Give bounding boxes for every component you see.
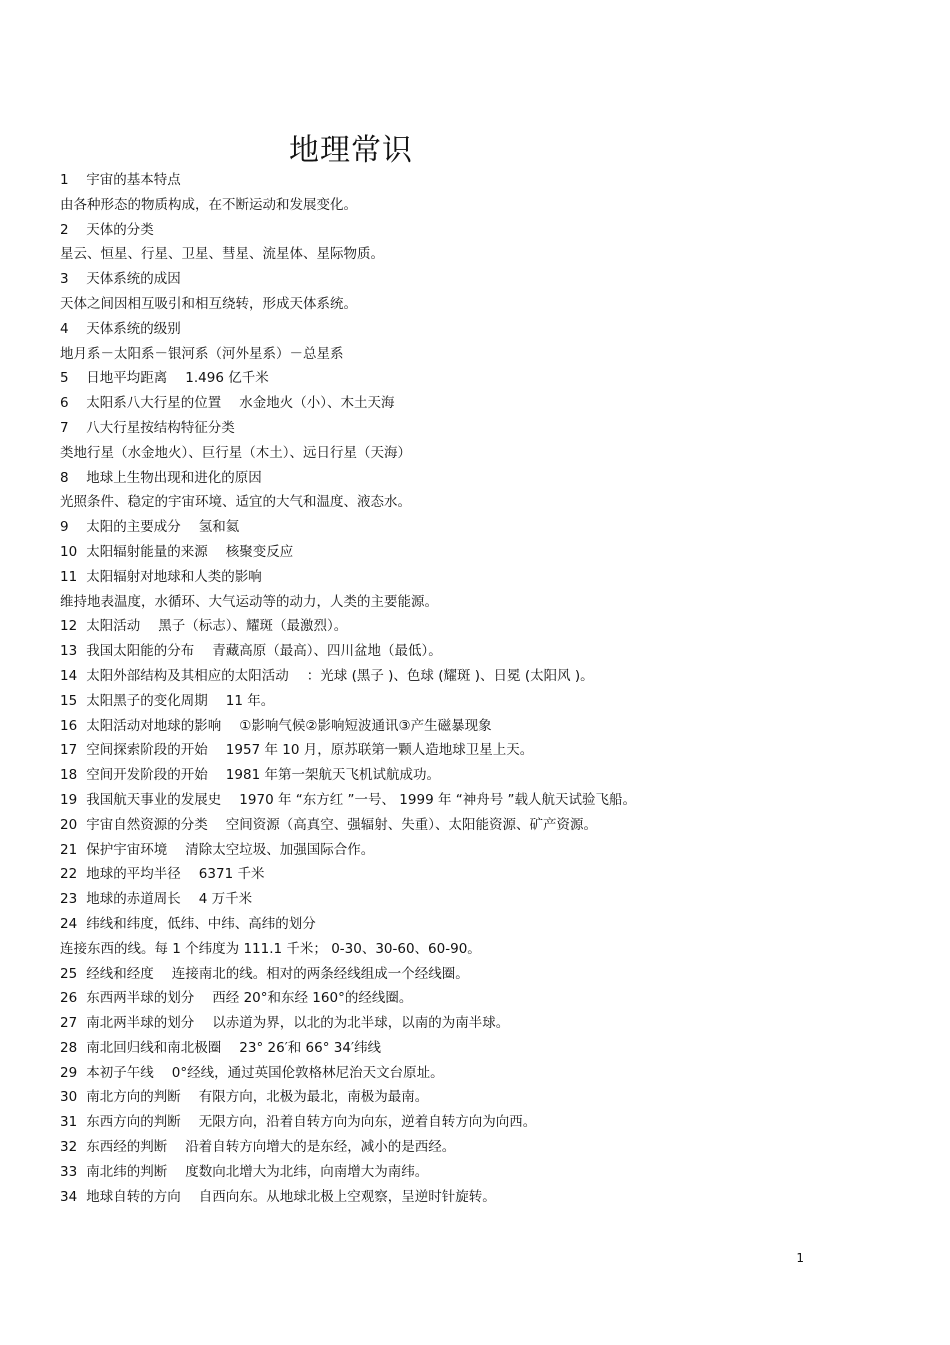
question-line: [60, 838, 910, 863]
item-question: 南北纬的判断: [86, 1163, 168, 1180]
item-number: 6: [60, 395, 69, 412]
item-question: 纬线和纬度，低纬、中纬、高纬的划分: [86, 915, 316, 932]
item-number: 32: [60, 1139, 78, 1156]
item-number: 31: [60, 1114, 78, 1131]
item-number: 24: [60, 915, 78, 932]
answer-line: [60, 342, 910, 367]
question-line: [60, 689, 910, 714]
question-line: [60, 1011, 910, 1036]
item-answer-inline: 青藏高原（最高）、四川盆地（最低）。: [212, 643, 442, 660]
page-title: 地理常识: [289, 133, 413, 168]
item-answer: 光照条件、稳定的宇宙环境、适宜的大气和温度、液态水。: [60, 494, 411, 511]
question-line: [60, 1160, 910, 1185]
item-answer-inline: 水金地火（小）、木土天海: [239, 395, 395, 412]
item-question: 东西两半球的划分: [86, 990, 195, 1007]
item-question: 日地平均距离: [86, 370, 168, 387]
item-question: 太阳活动对地球的影响: [86, 717, 222, 734]
item-question: 太阳活动: [86, 618, 141, 635]
question-line: [60, 862, 910, 887]
item-question: 南北方向的判断: [86, 1089, 181, 1106]
item-question: 太阳辐射对地球和人类的影响: [86, 568, 262, 585]
answer-line: [60, 441, 910, 466]
question-line: [60, 565, 910, 590]
item-answer-inline: 自西向东。从地球北极上空观察，呈逆时针旋转。: [198, 1188, 496, 1205]
item-question: 南北两半球的划分: [86, 1015, 195, 1032]
item-number: 16: [60, 717, 78, 734]
item-answer-inline: 4 万千米: [198, 891, 253, 908]
item-question: 本初子午线: [86, 1064, 154, 1081]
item-question: 地球上生物出现和进化的原因: [86, 469, 262, 486]
answer-line: [60, 292, 910, 317]
item-question: 八大行星按结构特征分类: [86, 419, 235, 436]
item-number: 3: [60, 271, 69, 288]
question-line: [60, 664, 910, 689]
item-question: 天体系统的级别: [86, 320, 181, 337]
item-question: 空间开发阶段的开始: [86, 767, 208, 784]
question-line: [60, 1110, 910, 1135]
question-line: [60, 515, 910, 540]
item-answer: 地月系－太阳系－银河系（河外星系）－总星系: [60, 345, 344, 362]
item-question: 太阳外部结构及其相应的太阳活动: [86, 667, 289, 684]
item-question: 保护宇宙环境: [86, 841, 168, 858]
item-number: 17: [60, 742, 78, 759]
question-line: [60, 1085, 910, 1110]
question-line: [60, 962, 910, 987]
item-answer: 维持地表温度，水循环、大气运动等的动力，人类的主要能源。: [60, 593, 438, 610]
item-answer-inline: 黑子（标志）、耀斑（最激烈）。: [158, 618, 348, 635]
item-answer: 类地行星（水金地火）、巨行星（木土）、远日行星（天海）: [60, 444, 411, 461]
item-number: 4: [60, 320, 69, 337]
item-number: 28: [60, 1039, 78, 1056]
question-line: [60, 168, 910, 193]
question-line: [60, 763, 910, 788]
item-question: 天体的分类: [86, 221, 154, 238]
item-number: 19: [60, 791, 78, 808]
item-question: 太阳的主要成分: [86, 519, 181, 536]
item-number: 14: [60, 667, 78, 684]
item-number: 23: [60, 891, 78, 908]
question-line: [60, 218, 910, 243]
item-number: 5: [60, 370, 69, 387]
item-number: 7: [60, 419, 69, 436]
item-number: 33: [60, 1163, 78, 1180]
item-answer-inline: 西经 20°和东经 160°的经线圈。: [212, 990, 413, 1007]
question-line: [60, 738, 910, 763]
item-number: 11: [60, 568, 78, 585]
answer-line: [60, 242, 910, 267]
item-question: 天体系统的成因: [86, 271, 181, 288]
question-line: [60, 540, 910, 565]
answer-line: [60, 490, 910, 515]
item-number: 15: [60, 692, 78, 709]
question-line: [60, 887, 910, 912]
item-answer-inline: 6371 千米: [198, 866, 265, 883]
item-question: 太阳黑子的变化周期: [86, 692, 208, 709]
item-question: 东西经的判断: [86, 1139, 168, 1156]
item-number: 10: [60, 543, 78, 560]
question-line: [60, 1135, 910, 1160]
item-number: 9: [60, 519, 69, 536]
item-answer-inline: 核聚变反应: [225, 543, 294, 560]
question-line: [60, 813, 910, 838]
question-line: [60, 986, 910, 1011]
item-answer-inline: 有限方向，北极为最北，南极为最南。: [198, 1089, 429, 1106]
item-answer-inline: 氢和氦: [198, 519, 240, 536]
item-answer-inline: ①影响气候②影响短波通讯③产生磁暴现象: [239, 717, 492, 734]
item-number: 27: [60, 1015, 78, 1032]
item-number: 26: [60, 990, 78, 1007]
item-number: 22: [60, 866, 78, 883]
item-answer-inline: 清除太空垃圾、加强国际合作。: [185, 841, 375, 858]
question-line: [60, 614, 910, 639]
item-question: 东西方向的判断: [86, 1114, 181, 1131]
page-number: 1: [796, 1251, 804, 1265]
item-answer-inline: 1957 年 10 月，原苏联第一颗人造地球卫星上天。: [225, 742, 534, 759]
question-line: [60, 1061, 910, 1086]
question-line: [60, 267, 910, 292]
question-line: [60, 788, 910, 813]
item-answer-inline: 以赤道为界，以北的为北半球，以南的为南半球。: [212, 1015, 510, 1032]
item-answer-inline: 1.496 亿千米: [185, 370, 269, 387]
item-answer-inline: 度数向北增大为北纬，向南增大为南纬。: [185, 1163, 429, 1180]
question-line: [60, 317, 910, 342]
item-number: 30: [60, 1089, 78, 1106]
answer-line: [60, 193, 910, 218]
item-answer-inline: ：光球 (黑子 )、色球 (耀斑 )、日冕 (太阳风 )。: [306, 667, 594, 684]
item-question: 我国航天事业的发展史: [86, 791, 222, 808]
item-question: 南北回归线和南北极圈: [86, 1039, 222, 1056]
item-question: 宇宙的基本特点: [86, 172, 181, 188]
question-line: [60, 1036, 910, 1061]
item-question: 地球自转的方向: [86, 1188, 181, 1205]
question-line: [60, 391, 910, 416]
item-question: 地球的平均半径: [86, 866, 181, 883]
item-number: 13: [60, 643, 78, 660]
item-question: 宇宙自然资源的分类: [86, 816, 208, 833]
item-number: 29: [60, 1064, 78, 1081]
document-body: [60, 168, 910, 1209]
item-number: 18: [60, 767, 78, 784]
item-question: 太阳辐射能量的来源: [86, 543, 208, 560]
item-number: 25: [60, 965, 78, 982]
question-line: [60, 912, 910, 937]
item-question: 我国太阳能的分布: [86, 643, 195, 660]
question-line: [60, 366, 910, 391]
item-number: 34: [60, 1188, 78, 1205]
item-number: 21: [60, 841, 78, 858]
item-answer: 连接东西的线。每 1 个纬度为 111.1 千米； 0-30、30-60、60-90。: [60, 940, 481, 957]
item-answer-inline: 沿着自转方向增大的是东经，减小的是西经。: [185, 1139, 456, 1156]
item-number: 1: [60, 172, 69, 188]
item-answer-inline: 1981 年第一架航天飞机试航成功。: [225, 767, 440, 784]
question-line: [60, 466, 910, 491]
item-answer-inline: 1970 年 “东方红 ”一号、 1999 年 “神舟号 ”载人航天试验飞船。: [239, 791, 637, 808]
item-answer: 星云、恒星、行星、卫星、彗星、流星体、星际物质。: [60, 246, 384, 263]
item-answer: 由各种形态的物质构成，在不断运动和发展变化。: [60, 196, 357, 213]
item-number: 20: [60, 816, 78, 833]
item-answer: 天体之间因相互吸引和相互绕转，形成天体系统。: [60, 295, 357, 312]
item-question: 地球的赤道周长: [86, 891, 181, 908]
item-answer-inline: 0°经线，通过英国伦敦格林尼治天文台原址。: [171, 1064, 444, 1081]
item-answer-inline: 连接南北的线。相对的两条经线组成一个经线圈。: [171, 965, 469, 982]
question-line: [60, 714, 910, 739]
item-answer-inline: 空间资源（高真空、强辐射、失重）、太阳能资源、矿产资源。: [225, 816, 598, 833]
item-question: 经线和经度: [86, 965, 154, 982]
question-line: [60, 639, 910, 664]
item-answer-inline: 23° 26′和 66° 34′纬线: [239, 1039, 382, 1056]
item-answer-inline: 11 年。: [225, 692, 275, 709]
question-line: [60, 416, 910, 441]
answer-line: [60, 590, 910, 615]
item-number: 8: [60, 469, 69, 486]
question-line: [60, 1185, 910, 1210]
item-number: 12: [60, 618, 78, 635]
item-answer-inline: 无限方向，沿着自转方向为向东，逆着自转方向为向西。: [198, 1114, 537, 1131]
item-question: 空间探索阶段的开始: [86, 742, 208, 759]
item-number: 2: [60, 221, 69, 238]
item-question: 太阳系八大行星的位置: [86, 395, 222, 412]
answer-line: [60, 937, 910, 962]
